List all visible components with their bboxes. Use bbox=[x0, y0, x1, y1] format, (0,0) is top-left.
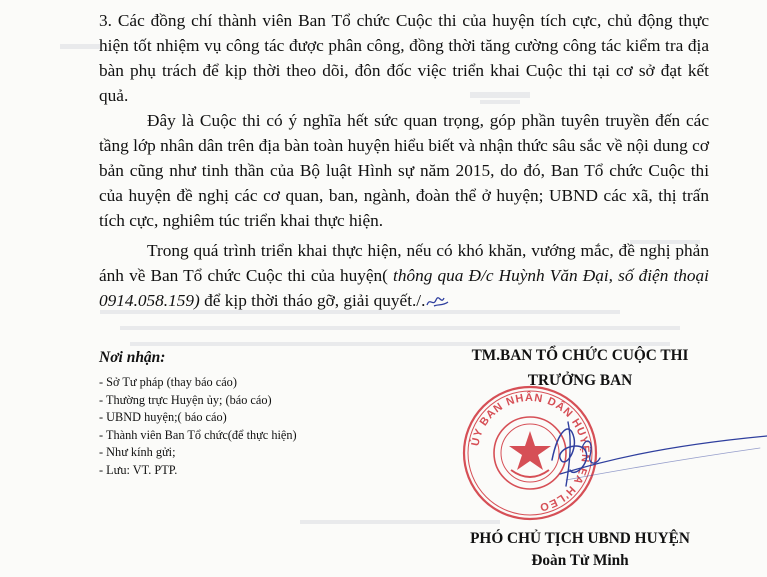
recipient-item: - Sở Tư pháp (thay báo cáo) bbox=[99, 375, 237, 389]
recipients-list bbox=[99, 374, 399, 479]
contact-person-text: thông qua Đ/c Huỳnh Văn Đại, số điện thoại 0914.058.159) bbox=[99, 266, 709, 310]
contact-lead-text: Trong quá trình triển khai thực hiện, nếu có khó khăn, vướng mắc, đề nghị phản ánh về Ban Tổ chức Cuộc thi của huyện( bbox=[99, 241, 709, 285]
recipient-item: - Thường trực Huyện ủy; (báo cáo) bbox=[99, 392, 272, 407]
paragraph-contact bbox=[99, 238, 709, 313]
signer-org-line1: TM.BAN TỔ CHỨC CUỘC THI bbox=[471, 347, 689, 364]
signer-position: PHÓ CHỦ TỊCH UBND HUYỆN bbox=[470, 530, 690, 547]
recipient-item: - Thành viên Ban Tổ chức(để thực hiện) bbox=[99, 427, 297, 442]
paragraph-significance: Đây là Cuộc thi có ý nghĩa hết sức quan trọng, góp phần tuyên truyền đến các tầng lớp nhân dân trên địa bàn toàn huyện hiểu biết và nhận thức sâu sắc về nội dung cơ bản cũng như tinh thần của Bộ luật Hình sự năm 2015, do đó, Ban Tổ chức Cuộc thi của huyện đề nghị các cơ quan, ban, ngành, đoàn thể ở huyện; UBND các xã, thị trấn tích cực, nghiêm túc triển khai thực hiện. bbox=[99, 111, 709, 230]
recipients-block bbox=[99, 348, 399, 479]
paragraph-3: 3. Các đồng chí thành viên Ban Tổ chức Cuộc thi của huyện tích cực, chủ động thực hiện tốt nhiệm vụ công tác được phân công, đồng thời tăng cường công tác kiểm tra địa bàn phụ trách để kịp thời theo dõi, đôn đốc việc triển khai Cuộc thi tại cơ sở đạt kết quả. bbox=[99, 11, 709, 105]
recipients-title: Nơi nhận: bbox=[99, 349, 166, 366]
contact-tail-text: để kịp thời tháo gỡ, giải quyết./. bbox=[199, 291, 426, 310]
signer-name: Đoàn Tử Minh bbox=[531, 552, 629, 569]
svg-text:ỦY BAN NHÂN DÂN HUYỆN EA H'LEO: ỦY BAN NHÂN DÂN HUYỆN EA H'LEO bbox=[469, 391, 592, 514]
signer-org-line2: TRƯỞNG BAN bbox=[527, 372, 633, 389]
recipient-item: - UBND huyện;( báo cáo) bbox=[99, 410, 227, 424]
recipient-item: - Lưu: VT. PTP. bbox=[99, 462, 178, 477]
handwritten-signature bbox=[530, 400, 767, 510]
initial-mark-icon bbox=[425, 293, 449, 309]
recipient-item: - Như kính gửi; bbox=[99, 445, 176, 459]
